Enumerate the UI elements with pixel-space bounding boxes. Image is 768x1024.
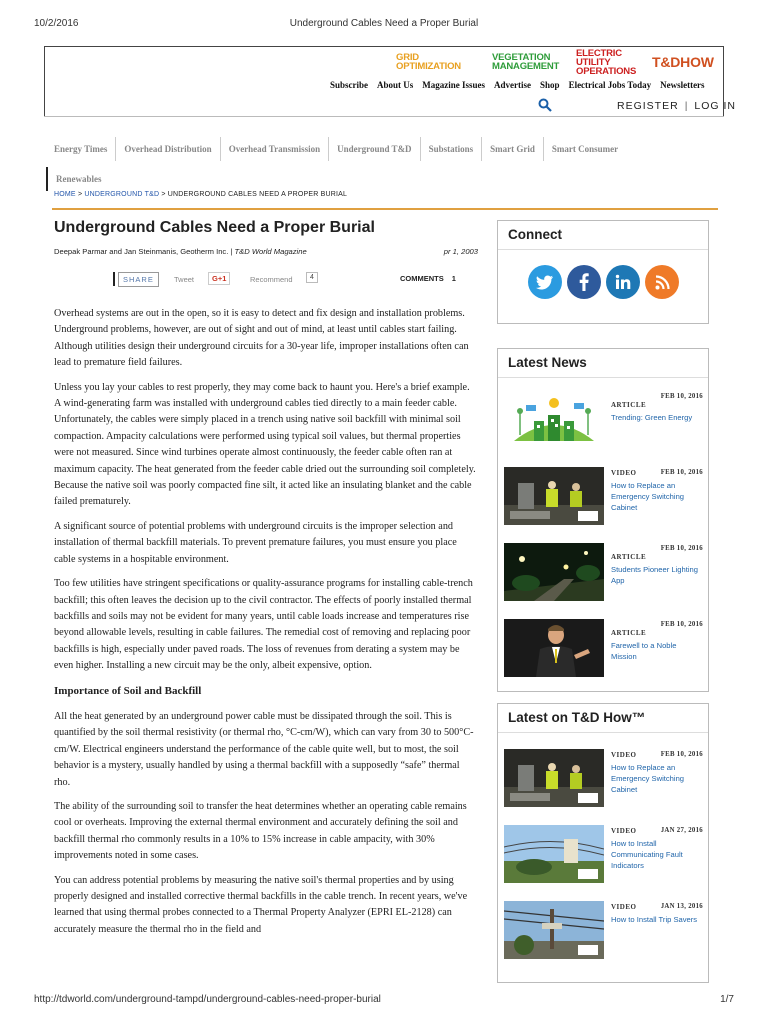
logo-line: OPTIMIZATION	[396, 61, 461, 72]
logo-line: OPERATIONS	[576, 65, 637, 77]
news-date: FEB 10, 2016	[660, 393, 703, 400]
tdhow-logo[interactable]: T&DHOW	[652, 53, 714, 70]
news-item[interactable]	[504, 619, 704, 681]
brand-logos	[396, 47, 720, 77]
article-paragraph: A significant source of potential problems with underground circuits is the improper selection and installation of thermal backfill materials. To prevent premature failures, you must ensure you place cable systems in a hospitable environment.	[54, 520, 457, 565]
category-overhead-distribution[interactable]: Overhead Distribution	[116, 137, 220, 161]
logo-line: VEGETATION	[492, 52, 551, 63]
category-nav	[46, 136, 706, 192]
news-type: ARTICLE	[611, 629, 647, 637]
news-item[interactable]	[504, 543, 704, 605]
article-paragraph: You can address potential problems by measuring the native soil's thermal properties and by using properly designed and installed corrective thermal backfills in the cable trench. In recent years, we've learned that using thermal probes connected to a Thermal Property Analyzer (EPRI EL-2128) can accurately measure the thermal rho in the field and	[54, 874, 468, 935]
news-date: FEB 10, 2016	[660, 621, 703, 628]
video-title-link[interactable]: How to Replace an Emergency Switching Cabinet	[611, 763, 685, 794]
breadcrumb-section[interactable]: UNDERGROUND T&D	[84, 191, 160, 198]
grid-optimization-logo[interactable]	[396, 53, 484, 71]
category-underground-td[interactable]: Underground T&D	[329, 137, 420, 161]
video-type: VIDEO	[611, 903, 637, 911]
news-date: FEB 10, 2016	[660, 545, 703, 552]
video-date: JAN 13, 2016	[660, 903, 703, 910]
logo-line: GRID	[396, 52, 419, 63]
news-type: ARTICLE	[611, 401, 647, 409]
article-date: pr 1, 2003	[443, 247, 478, 256]
category-substations[interactable]: Substations	[421, 137, 483, 161]
video-title-link[interactable]: How to Install Communicating Fault Indicators	[611, 839, 683, 870]
breadcrumb-separator: >	[159, 191, 168, 198]
news-thumbnail-lighting-app[interactable]	[504, 543, 604, 601]
video-title-link[interactable]: How to Install Trip Savers	[611, 915, 698, 924]
breadcrumb	[54, 191, 347, 198]
article-subheading: Importance of Soil and Backfill	[54, 684, 202, 697]
video-date: FEB 10, 2016	[660, 751, 703, 758]
recommend-button[interactable]: Recommend	[250, 275, 293, 284]
register-link[interactable]: REGISTER	[617, 100, 679, 112]
nav-about-us[interactable]: About Us	[377, 80, 414, 90]
comments-count: 1	[451, 274, 456, 283]
news-item[interactable]	[504, 467, 704, 529]
nav-shop[interactable]: Shop	[540, 80, 560, 90]
category-overhead-transmission[interactable]: Overhead Transmission	[221, 137, 329, 161]
comments-label: COMMENTS	[400, 274, 444, 283]
twitter-icon[interactable]	[528, 265, 562, 299]
breadcrumb-home[interactable]: HOME	[54, 191, 76, 198]
news-thumbnail-noble-mission[interactable]	[504, 619, 604, 677]
auth-separator: |	[684, 100, 689, 112]
article-body	[54, 306, 478, 946]
auth-links	[617, 100, 736, 112]
news-thumbnail-green-energy[interactable]	[504, 391, 604, 449]
article-publication[interactable]: T&D World Magazine	[234, 247, 307, 256]
latest-tdhow-box	[497, 703, 709, 983]
breadcrumb-rule	[52, 208, 718, 210]
connect-box	[497, 220, 709, 324]
category-energy-times[interactable]: Energy Times	[46, 137, 116, 161]
news-title-link[interactable]: Trending: Green Energy	[611, 413, 693, 422]
nav-electrical-jobs[interactable]: Electrical Jobs Today	[568, 80, 652, 90]
video-thumbnail-fault-indicators[interactable]	[504, 825, 604, 883]
search-icon[interactable]	[538, 98, 552, 117]
video-thumbnail-switching-cabinet[interactable]	[504, 467, 604, 525]
electric-utility-operations-logo[interactable]	[576, 49, 644, 76]
video-type: VIDEO	[611, 751, 637, 759]
category-smart-grid[interactable]: Smart Grid	[482, 137, 544, 161]
news-date: FEB 10, 2016	[660, 469, 703, 476]
article-title: Underground Cables Need a Proper Burial	[54, 219, 375, 236]
byline-separator: |	[228, 247, 235, 256]
nav-magazine-issues[interactable]: Magazine Issues	[422, 80, 486, 90]
latest-news-box	[497, 348, 709, 692]
video-type: VIDEO	[611, 827, 637, 835]
news-title-link[interactable]: How to Replace an Emergency Switching Cabinet	[611, 481, 685, 512]
header-divider	[44, 116, 724, 117]
article-paragraph: The ability of the surrounding soil to transfer the heat determines whether an operating cable remains cool or overheats. Improving the external thermal environment and accurately defining the soil and backfill thermal rho commonly results in a 10% to 15% increase in cable ampacity, with 30% improvements noted in some cases.	[54, 800, 467, 862]
news-title-link[interactable]: Farewell to a Noble Mission	[611, 641, 677, 661]
category-renewables[interactable]: Renewables	[46, 167, 110, 191]
top-nav	[330, 80, 705, 90]
latest-news-title: Latest News	[498, 349, 708, 378]
article-paragraph: Unless you lay your cables to rest properly, they may come back to haunt you. Here's a brief example. A wind-generating farm was installed with underground cables tied directly to a main feeder cable. Unfortunately, the cables were simply placed in a trench using native soil backfill with minimal soil compaction. Ampacity calculations were performed using typical soil values, but thermal properties were not measured. Since wind turbines operate almost continuously, the feeder cable often ran at maximum capacity. The heat generated from the feeder cable dried out the surrounding soil completely. Because the native soil was poorly compacted fine silt, it acted like an insulating blanket and the cable failed prematurely.	[54, 381, 476, 508]
tweet-button[interactable]: Tweet	[174, 275, 195, 284]
nav-subscribe[interactable]: Subscribe	[330, 80, 369, 90]
print-title: Underground Cables Need a Proper Burial	[289, 18, 479, 29]
login-link[interactable]: LOG IN	[694, 100, 737, 112]
connect-title: Connect	[498, 221, 708, 250]
print-url: http://tdworld.com/underground-tampd/underground-cables-need-proper-burial	[34, 994, 381, 1005]
facebook-icon[interactable]	[567, 265, 601, 299]
breadcrumb-separator: >	[75, 191, 85, 198]
category-smart-consumer[interactable]: Smart Consumer	[551, 144, 619, 154]
video-item[interactable]	[504, 901, 704, 963]
logo-line: MANAGEMENT	[492, 61, 560, 72]
print-page-number: 1/7	[720, 994, 734, 1005]
video-date: JAN 27, 2016	[660, 827, 703, 834]
news-title-link[interactable]: Students Pioneer Lighting App	[611, 565, 698, 585]
article-authors: Deepak Parmar and Jan Steinmanis, Geotherm Inc.	[54, 247, 229, 256]
news-type: VIDEO	[611, 469, 637, 477]
video-thumbnail-trip-savers[interactable]	[504, 901, 604, 959]
news-type: ARTICLE	[611, 553, 647, 561]
google-plus-button[interactable]: G+1	[208, 272, 230, 285]
vegetation-management-logo[interactable]	[492, 53, 568, 71]
comments-link[interactable]	[400, 274, 456, 283]
logo-line: ELECTRIC UTILITY	[576, 47, 622, 68]
share-button[interactable]: SHARE	[118, 272, 159, 287]
share-bar	[112, 272, 472, 288]
breadcrumb-current: UNDERGROUND CABLES NEED A PROPER BURIAL	[167, 191, 348, 198]
news-item[interactable]	[504, 391, 704, 453]
article-byline	[54, 247, 478, 256]
latest-tdhow-title: Latest on T&D How™	[498, 704, 708, 733]
article-paragraph: All the heat generated by an underground power cable must be dissipated through the soil. This is quantified by the soil thermal resistivity (or thermal rho, °C-cm/W), which can vary from 30 to 500°C-cm/W. Electrical engineers understand the performance of the cable quite well, but to most, the soil behavior is a mystery, usually handled by using a thermal backfill with a supposedly “safe” thermal rho.	[54, 710, 474, 788]
article-paragraph: Too few utilities have stringent specifications or quality-assurance programs for installing cable-trench backfill; this often leaves the decision up to the civil contractor. The effects of poorly installed thermal backfills and soils may not be evident for many years, until cable loads increase and temperatures rise beyond allowable levels, resulting in cable failures. The remedial cost of removing and replacing poor backfills is high, especially under paved roads. The loss of revenues from derating a system may be even higher. Installing a new circuit may be the only, albeit expensive, option.	[54, 578, 473, 672]
rss-icon[interactable]	[645, 265, 679, 299]
video-item[interactable]	[504, 749, 704, 811]
article-paragraph: Overhead systems are out in the open, so it is easy to detect and fix design and installation problems. Underground problems, however, are out of sight and out of mind, at least until cables start failing. Although utilities design their underground circuits for a 30-year life, improper installations often can lead to premature field failures.	[54, 308, 469, 369]
video-thumbnail-switching-cabinet[interactable]	[504, 749, 604, 807]
print-date: 10/2/2016	[34, 18, 79, 29]
video-item[interactable]	[504, 825, 704, 887]
linkedin-icon[interactable]	[606, 265, 640, 299]
nav-advertise[interactable]: Advertise	[494, 80, 532, 90]
recommend-count: 4	[306, 272, 318, 283]
nav-newsletters[interactable]: Newsletters	[660, 80, 705, 90]
social-links	[528, 265, 679, 299]
